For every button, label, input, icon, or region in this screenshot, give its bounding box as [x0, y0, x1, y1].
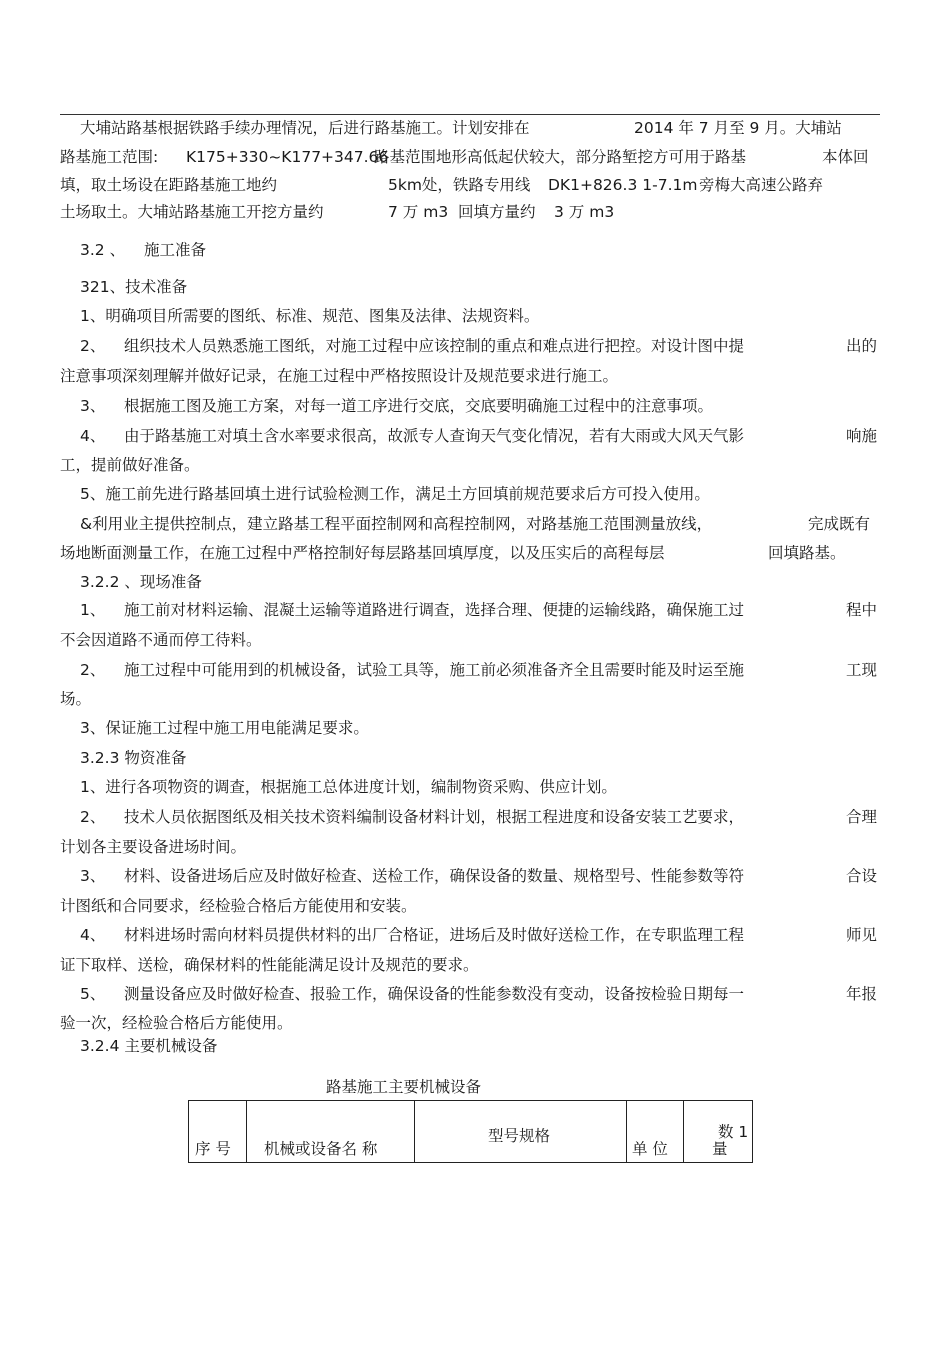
- text-segment: 5km处，铁路专用线: [388, 176, 531, 194]
- text-segment: 测量设备应及时做好检查、报验工作，确保设备的性能参数没有变动，设备按检验日期每一: [124, 985, 745, 1003]
- text-line: [0, 718, 950, 738]
- text-segment: 路基范围地形高低起伏较大，部分路堑挖方可用于路基: [374, 148, 747, 166]
- text-line: [0, 543, 950, 563]
- text-line: [0, 147, 950, 167]
- text-line: [0, 660, 950, 680]
- header-qty-bottom-label: 量: [712, 1140, 728, 1158]
- text-segment: 工，提前做好准备。: [60, 456, 200, 474]
- text-segment: 计划各主要设备进场时间。: [60, 838, 247, 856]
- text-segment: 3.2 、: [80, 241, 126, 259]
- text-segment: 师见: [846, 926, 878, 944]
- text-line: [0, 118, 950, 138]
- table-header-row: [189, 1101, 753, 1163]
- text-segment: 1、: [80, 601, 106, 619]
- text-segment: 合理: [846, 808, 878, 826]
- text-segment: 2014 年 7 月至 9 月。大埔站: [634, 119, 842, 137]
- text-segment: 大埔站路基根据铁路手续办理情况，后进行路基施工。计划安排在: [80, 119, 530, 137]
- text-segment: 填，取土场设在距路基施工地约: [60, 176, 278, 194]
- text-line: [0, 748, 950, 768]
- text-segment: 场。: [60, 690, 92, 708]
- header-cell-name: [247, 1101, 415, 1163]
- text-segment: 施工过程中可能用到的机械设备，试验工具等，施工前必须准备齐全且需要时能及时运至施: [124, 661, 745, 679]
- text-line: [0, 1036, 950, 1056]
- text-segment: 年报: [846, 985, 878, 1003]
- header-model-label: 型号规格: [488, 1127, 551, 1145]
- text-line: [0, 600, 950, 620]
- text-line: [0, 336, 950, 356]
- text-line: [0, 175, 950, 195]
- text-segment: 场地断面测量工作，在施工过程中严格控制好每层路基回填厚度，以及压实后的高程每层: [60, 544, 665, 562]
- header-seq-label: 序 号: [195, 1140, 231, 1158]
- text-line: [0, 396, 950, 416]
- text-segment: 4、: [80, 926, 106, 944]
- text-segment: 材料、设备进场后应及时做好检查、送检工作，确保设备的数量、规格型号、性能参数等符: [124, 867, 745, 885]
- text-line: [0, 955, 950, 975]
- header-cell-seq: [189, 1101, 247, 1163]
- text-segment: 路基施工范围:: [60, 148, 159, 166]
- equipment-table: [188, 1100, 753, 1163]
- text-segment: 回填路基。: [768, 544, 846, 562]
- text-line: [0, 630, 950, 650]
- text-segment: 合设: [846, 867, 878, 885]
- text-line: [0, 366, 950, 386]
- text-line: [0, 455, 950, 475]
- text-segment: 不会因道路不通而停工待料。: [60, 631, 262, 649]
- text-line: [0, 426, 950, 446]
- text-line: [0, 484, 950, 504]
- header-qty-top-label: 数 1: [718, 1123, 749, 1141]
- text-segment: 组织技术人员熟悉施工图纸，对施工过程中应该控制的重点和难点进行把控。对设计图中提: [124, 337, 745, 355]
- text-segment: 施工前对材料运输、混凝土运输等道路进行调查，选择合理、便捷的运输线路，确保施工过: [124, 601, 745, 619]
- text-segment: 4、: [80, 427, 106, 445]
- text-line: [0, 984, 950, 1004]
- text-line: [0, 306, 950, 326]
- text-segment: K175+330~K177+347.66: [186, 148, 389, 166]
- text-segment: 工现: [846, 661, 878, 679]
- text-segment: 程中: [846, 601, 878, 619]
- text-segment: 土场取土。大埔站路基施工开挖方量约: [60, 203, 324, 221]
- text-segment: 材料进场时需向材料员提供材料的出厂合格证，进场后及时做好送检工作，在专职监理工程: [124, 926, 745, 944]
- text-segment: 施工准备: [144, 241, 207, 259]
- text-line: [0, 1013, 950, 1033]
- text-line: [0, 514, 950, 534]
- text-segment: 2、: [80, 808, 106, 826]
- text-line: [0, 202, 950, 222]
- text-segment: 证下取样、送检，确保材料的性能能满足设计及规范的要求。: [60, 956, 479, 974]
- text-segment: 3.2.3 物资准备: [80, 749, 187, 767]
- text-line: [0, 925, 950, 945]
- text-segment: 3、: [80, 397, 106, 415]
- text-segment: 3、保证施工过程中施工用电能满足要求。: [80, 719, 369, 737]
- text-line: [0, 866, 950, 886]
- text-segment: 注意事项深刻理解并做好记录，在施工过程中严格按照设计及规范要求进行施工。: [60, 367, 619, 385]
- text-segment: 5、施工前先进行路基回填土进行试验检测工作，满足土方回填前规范要求后方可投入使用。: [80, 485, 710, 503]
- text-segment: 本体回: [822, 148, 869, 166]
- text-segment: 回填方量约: [458, 203, 536, 221]
- text-line: [0, 777, 950, 797]
- header-cell-model: [415, 1101, 627, 1163]
- text-line: [0, 572, 950, 592]
- text-line: [0, 896, 950, 916]
- table-caption: 路基施工主要机械设备: [326, 1078, 482, 1096]
- text-segment: &利用业主提供控制点，建立路基工程平面控制网和高程控制网，对路基施工范围测量放线，: [80, 515, 713, 533]
- text-segment: 由于路基施工对填土含水率要求很高，故派专人查询天气变化情况，若有大雨或大风天气影: [124, 427, 745, 445]
- text-segment: 计图纸和合同要求，经检验合格后方能使用和安装。: [60, 897, 417, 915]
- text-segment: 验一次，经检验合格后方能使用。: [60, 1014, 293, 1032]
- header-name-label: 机械或设备名 称: [264, 1140, 378, 1158]
- text-line: [0, 240, 950, 260]
- text-segment: 321、技术准备: [80, 278, 188, 296]
- text-segment: 3.2.4 主要机械设备: [80, 1037, 218, 1055]
- text-segment: 旁梅大高速公路弃: [699, 176, 824, 194]
- text-segment: 7 万 m3: [388, 203, 449, 221]
- text-segment: 1、明确项目所需要的图纸、标准、规范、图集及法律、法规资料。: [80, 307, 540, 325]
- text-line: [0, 277, 950, 297]
- header-cell-unit: [627, 1101, 684, 1163]
- text-line: [0, 807, 950, 827]
- text-segment: 完成既有: [808, 515, 871, 533]
- text-line: [0, 689, 950, 709]
- header-unit-label: 单 位: [632, 1140, 668, 1158]
- text-segment: 3 万 m3: [554, 203, 615, 221]
- text-segment: 1、进行各项物资的调查，根据施工总体进度计划，编制物资采购、供应计划。: [80, 778, 617, 796]
- text-segment: 2、: [80, 661, 106, 679]
- text-segment: 3.2.2 、现场准备: [80, 573, 202, 591]
- text-segment: 出的: [846, 337, 878, 355]
- text-line: [0, 837, 950, 857]
- text-segment: 根据施工图及施工方案，对每一道工序进行交底，交底要明确施工过程中的注意事项。: [124, 397, 714, 415]
- text-segment: 2、: [80, 337, 106, 355]
- text-segment: 响施: [846, 427, 878, 445]
- header-rule: [60, 114, 880, 115]
- text-segment: 5、: [80, 985, 106, 1003]
- text-segment: 3、: [80, 867, 106, 885]
- text-segment: DK1+826.3 1-7.1m: [548, 176, 698, 194]
- text-segment: 技术人员依据图纸及相关技术资料编制设备材料计划，根据工程进度和设备安装工艺要求，: [124, 808, 745, 826]
- header-cell-qty: [684, 1101, 753, 1163]
